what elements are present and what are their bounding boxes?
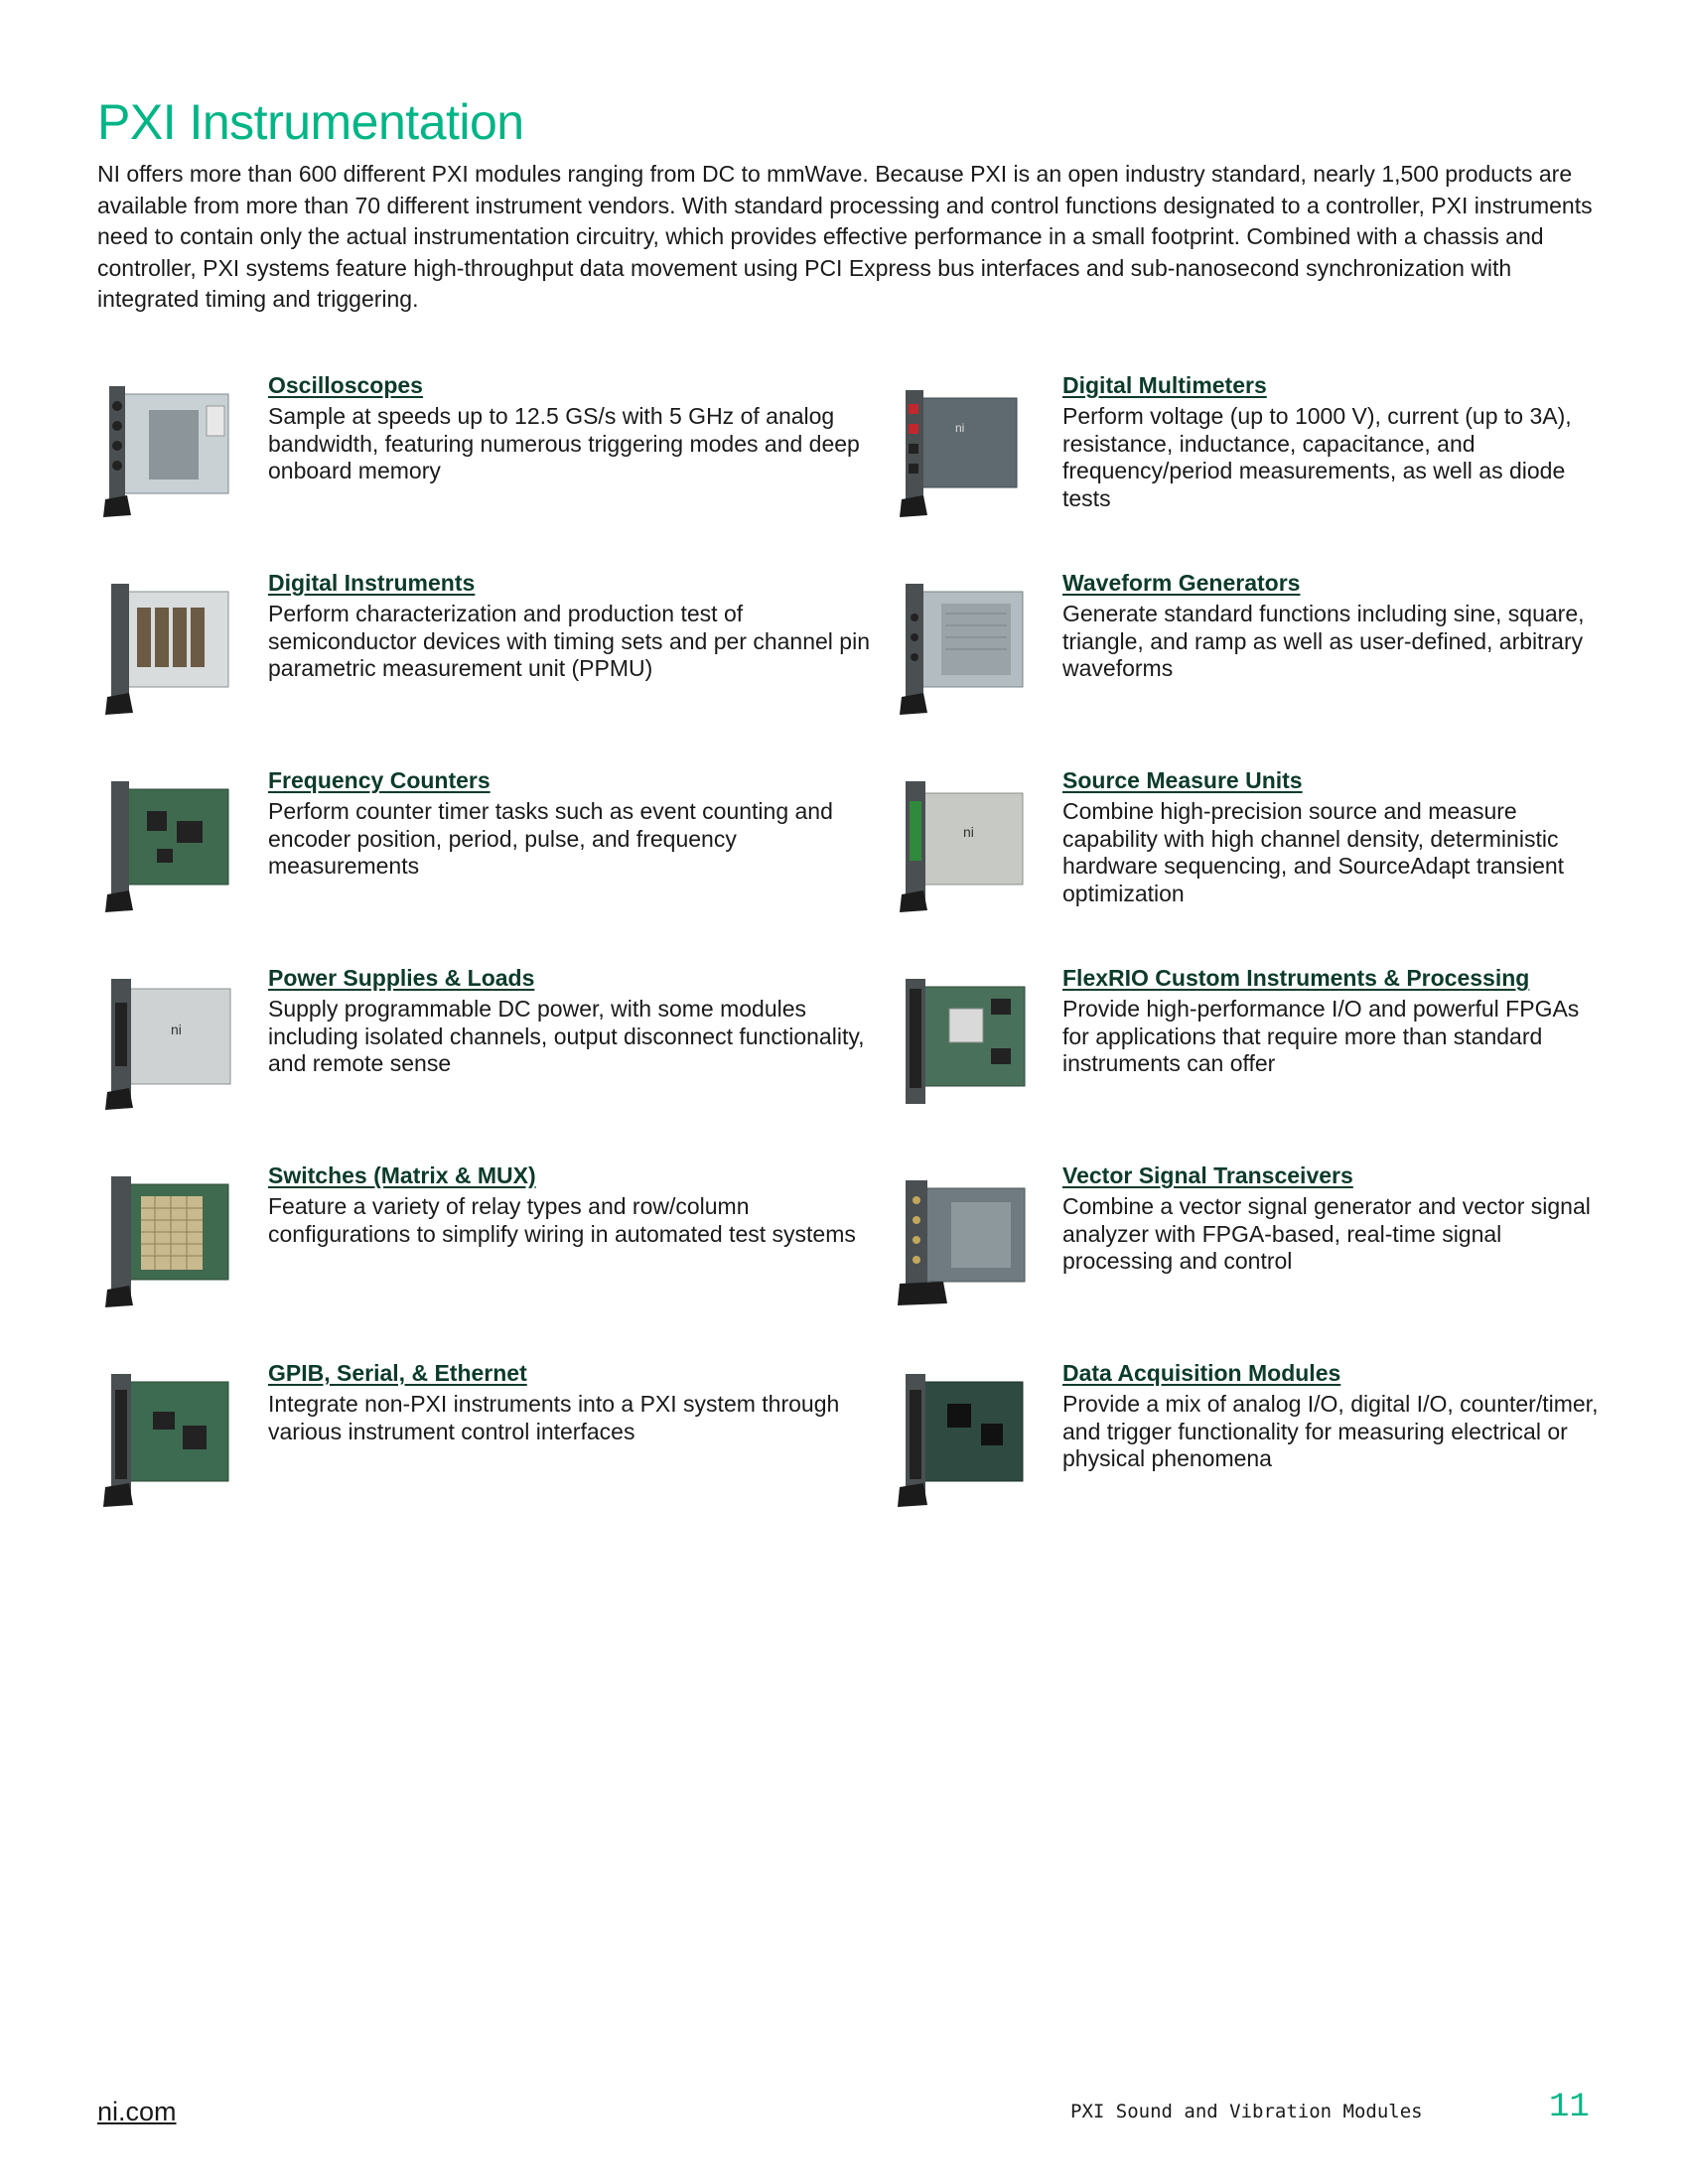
module-item-waveform-generators (892, 570, 1607, 767)
module-item-frequency-counters (97, 767, 892, 965)
module-title-link[interactable]: Vector Signal Transceivers (1062, 1162, 1353, 1188)
svg-text:ni: ni (171, 1022, 182, 1037)
module-title-link[interactable]: Digital Instruments (268, 570, 476, 596)
module-description: Provide high-performance I/O and powerful FPGAs for applications that require more than standard instruments can offer (1062, 996, 1580, 1076)
page-title: PXI Instrumentation (97, 94, 524, 150)
module-description: Sample at speeds up to 12.5 GS/s with 5 GHz of analog bandwidth, featuring numerous triggering modes and deep onboard memory (268, 403, 860, 483)
source-measure-unit-module-image (892, 771, 1041, 920)
page-number: 11 (1549, 2089, 1590, 2126)
oscilloscope-module-image (97, 376, 246, 525)
module-title-link[interactable]: Power Supplies & Loads (268, 965, 535, 991)
module-grid (97, 372, 1607, 1558)
module-item-power-supplies (97, 965, 892, 1162)
module-title-link[interactable]: Source Measure Units (1062, 767, 1303, 793)
svg-text:ni: ni (955, 421, 965, 435)
module-item-vector-signal-transceivers (892, 1162, 1607, 1360)
module-item-flexrio (892, 965, 1607, 1162)
power-supply-module-image (97, 969, 246, 1118)
module-item-data-acquisition (892, 1360, 1607, 1558)
module-item-source-measure-units (892, 767, 1607, 965)
intro-paragraph: NI offers more than 600 different PXI modules ranging from DC to mmWave. Because PXI is an open industry standard, nearly 1,500 products are available from more than 70 different instrument vendors. With standard processing and control functions designated to a controller, PXI instruments need to contain only the actual instrumentation circuitry, which provides effective performance in a small footprint. Combined with a chassis and controller, PXI systems feature high-throughput data movement using PCI Express bus interfaces and sub-nanosecond synchronization with integrated timing and triggering. (97, 161, 1593, 312)
module-description: Perform characterization and production test of semiconductor devices with timing sets and per channel pin parametric measurement unit (PPMU) (268, 601, 870, 681)
module-description: Combine high-precision source and measure capability with high channel density, deterministic hardware sequencing, and SourceAdapt transient optimization (1062, 798, 1565, 906)
module-title-link[interactable]: Oscilloscopes (268, 372, 423, 398)
module-description: Perform counter timer tasks such as event counting and encoder position, period, pulse, and frequency measurements (268, 798, 833, 879)
module-description: Feature a variety of relay types and row/column configurations to simplify wiring in automated test systems (268, 1193, 856, 1247)
module-title-link[interactable]: GPIB, Serial, & Ethernet (268, 1360, 527, 1386)
module-title-link[interactable]: Digital Multimeters (1062, 372, 1267, 398)
waveform-generator-module-image (892, 574, 1041, 723)
module-title-link[interactable]: Frequency Counters (268, 767, 491, 793)
module-item-gpib-serial-ethernet (97, 1360, 892, 1558)
module-description: Supply programmable DC power, with some modules including isolated channels, output disconnect functionality, and remote sense (268, 996, 865, 1076)
frequency-counter-module-image (97, 771, 246, 920)
gpib-module-image (97, 1364, 246, 1513)
module-item-oscilloscopes (97, 372, 892, 570)
module-description: Generate standard functions including sine, square, triangle, and ramp as well as user-defined, arbitrary waveforms (1062, 601, 1585, 681)
svg-text:ni: ni (963, 824, 974, 840)
footer-ni-link[interactable]: ni.com (97, 2097, 177, 2126)
module-title-link[interactable]: FlexRIO Custom Instruments & Processing (1062, 965, 1530, 991)
module-description: Provide a mix of analog I/O, digital I/O, counter/timer, and trigger functionality for measuring electrical or physical phenomena (1062, 1391, 1599, 1471)
module-item-switches (97, 1162, 892, 1360)
digital-instrument-module-image (97, 574, 246, 723)
flexrio-module-image (892, 969, 1041, 1118)
module-description: Combine a vector signal generator and vector signal analyzer with FPGA-based, real-time signal processing and control (1062, 1193, 1591, 1274)
digital-multimeter-module-image (892, 376, 1041, 525)
footer-document-title: PXI Sound and Vibration Modules (1070, 2101, 1423, 2122)
module-title-link[interactable]: Data Acquisition Modules (1062, 1360, 1341, 1386)
module-description: Integrate non-PXI instruments into a PXI system through various instrument control interfaces (268, 1391, 840, 1444)
module-title-link[interactable]: Switches (Matrix & MUX) (268, 1162, 536, 1188)
module-title-link[interactable]: Waveform Generators (1062, 570, 1301, 596)
module-description: Perform voltage (up to 1000 V), current (up to 3A), resistance, inductance, capacitance, and frequency/period measurements, as well as diode tests (1062, 403, 1572, 511)
vector-signal-transceiver-module-image (892, 1166, 1041, 1315)
module-item-digital-instruments (97, 570, 892, 767)
module-item-digital-multimeters (892, 372, 1607, 570)
switch-module-image (97, 1166, 246, 1315)
data-acquisition-module-image (892, 1364, 1041, 1513)
